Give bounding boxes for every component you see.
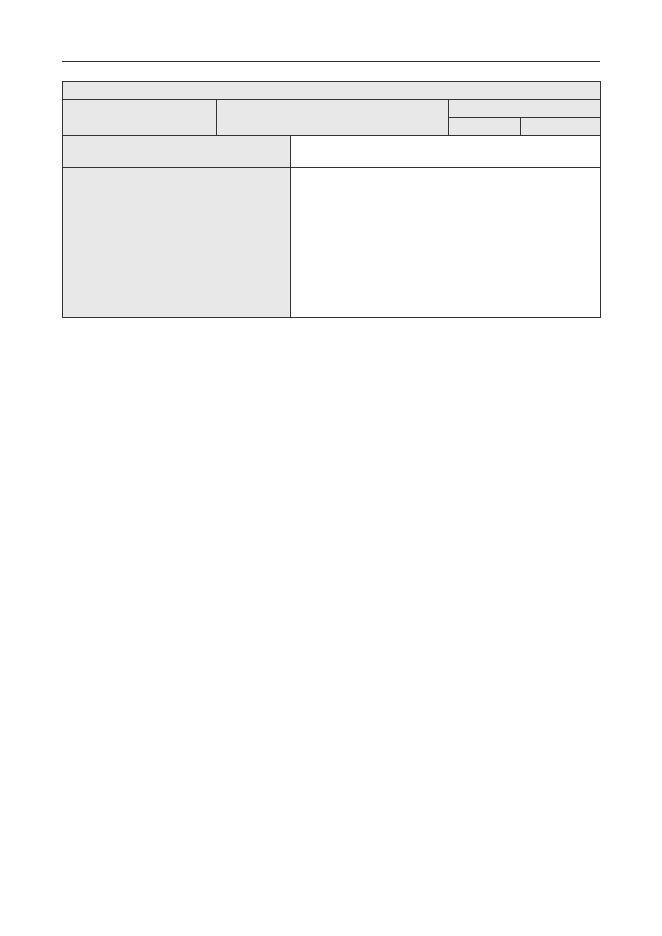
other-matters-options — [62, 831, 70, 842]
unrestricted-section-title — [63, 82, 601, 100]
col-holder-name — [63, 100, 217, 136]
col-share-type-group — [449, 100, 601, 118]
unrestricted-header-row-1 — [63, 100, 601, 118]
relation-label — [63, 136, 291, 168]
lending-note-options — [62, 640, 70, 651]
unrestricted-section-title-row — [63, 82, 601, 100]
margin-trading-row — [63, 168, 601, 318]
preferred-options — [62, 767, 70, 778]
relation-text — [291, 136, 601, 168]
margin-trading-text — [291, 168, 601, 318]
col-unrestricted-shares — [217, 100, 449, 136]
header-divider — [62, 61, 600, 62]
relation-row — [63, 136, 601, 168]
change-note-options — [62, 678, 70, 689]
margin-trading-label — [63, 168, 291, 318]
col-share-qty — [521, 118, 601, 136]
col-share-type — [449, 118, 521, 136]
shareholder-table — [62, 81, 601, 318]
